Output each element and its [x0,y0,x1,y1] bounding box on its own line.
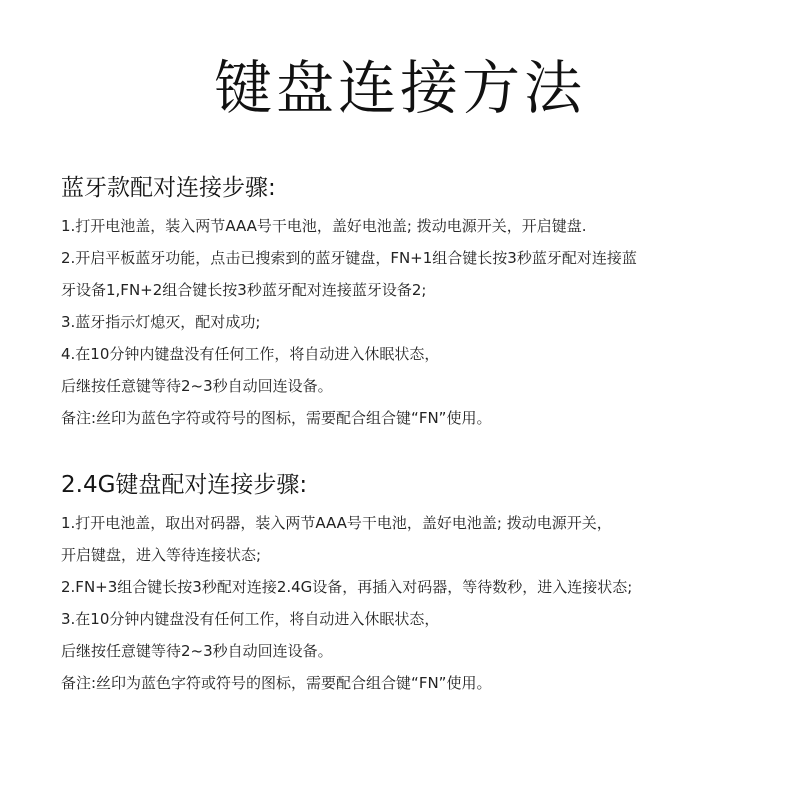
wireless-step-line: 1.打开电池盖，取出对码器，装入两节AAA号干电池，盖好电池盖; 拨动电源开关， [61,514,612,532]
bluetooth-step-line: 4.在10分钟内键盘没有任何工作，将自动进入休眠状态， [61,345,440,363]
wireless-step-line: 后继按任意键等待2~3秒自动回连设备。 [61,642,333,660]
wireless-step-line: 2.FN+3组合键长按3秒配对连接2.4G设备，再插入对码器，等待数秒，进入连接状态; [61,578,633,596]
bluetooth-step-line: 3.蓝牙指示灯熄灭，配对成功; [61,313,261,331]
wireless-step-line: 3.在10分钟内键盘没有任何工作，将自动进入休眠状态， [61,610,440,628]
bluetooth-heading: 蓝牙款配对连接步骤: [61,175,276,201]
bluetooth-note: 备注:丝印为蓝色字符或符号的图标，需要配合组合键“FN”使用。 [61,409,492,427]
bluetooth-section [61,170,761,434]
page-title: 键盘连接方法 [213,54,586,122]
bluetooth-step-line: 2.开启平板蓝牙功能，点击已搜索到的蓝牙键盘，FN+1组合键长按3秒蓝牙配对连接蓝 [61,249,637,267]
bluetooth-step-line: 牙设备1,FN+2组合键长按3秒蓝牙配对连接蓝牙设备2; [61,281,427,299]
wireless-section [61,467,761,699]
bluetooth-step-line: 1.打开电池盖，装入两节AAA号干电池，盖好电池盖; 拨动电源开关，开启键盘. [61,217,587,235]
wireless-heading: 2.4G键盘配对连接步骤: [61,472,308,498]
wireless-step-line: 开启键盘，进入等待连接状态; [61,546,262,564]
bluetooth-step-line: 后继按任意键等待2~3秒自动回连设备。 [61,377,333,395]
wireless-note: 备注:丝印为蓝色字符或符号的图标，需要配合组合键“FN”使用。 [61,674,492,692]
